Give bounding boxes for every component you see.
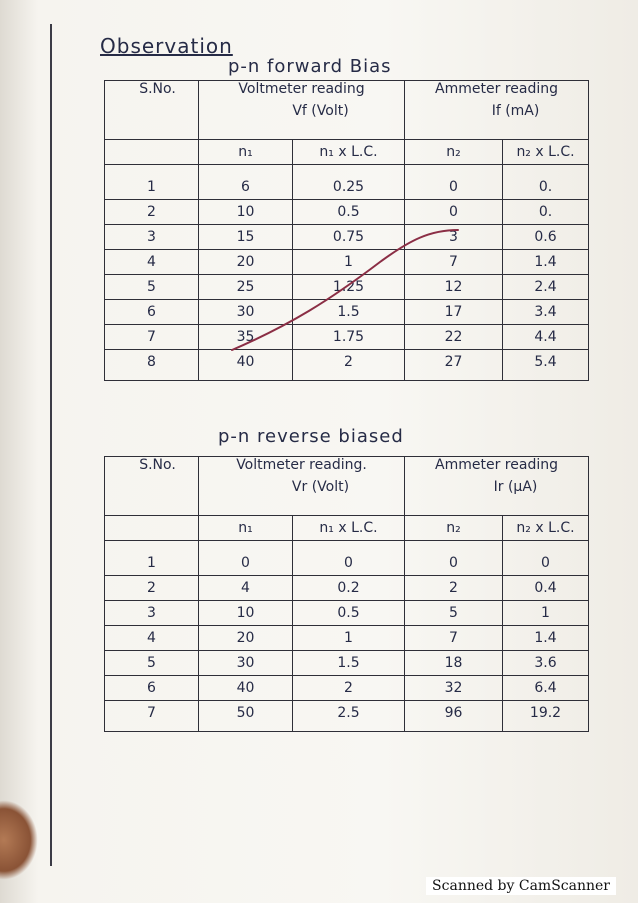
cell: 2 <box>105 576 199 601</box>
cell: 40 <box>199 350 293 381</box>
cell: 1 <box>293 626 405 651</box>
cell: 10 <box>199 601 293 626</box>
cell: 20 <box>199 626 293 651</box>
cell: 5 <box>405 601 503 626</box>
cell: 0.4 <box>503 576 589 601</box>
cell: 5 <box>105 275 199 300</box>
cell: 1 <box>105 165 199 200</box>
cell: 30 <box>199 300 293 325</box>
cell: 35 <box>199 325 293 350</box>
cell: 12 <box>405 275 503 300</box>
cell: 2 <box>105 200 199 225</box>
cell: 32 <box>405 676 503 701</box>
cell: 0 <box>293 541 405 576</box>
subheader-cell: n₁ x L.C. <box>293 516 405 541</box>
cell: 25 <box>199 275 293 300</box>
cell: 0. <box>503 200 589 225</box>
cell: 15 <box>199 225 293 250</box>
cell: 1 <box>105 541 199 576</box>
voltmeter-header-label: Voltmeter reading <box>238 81 365 97</box>
cell: 2 <box>405 576 503 601</box>
cell: 1.75 <box>293 325 405 350</box>
cell: 2.5 <box>293 701 405 732</box>
cell: 0 <box>503 541 589 576</box>
cell: 19.2 <box>503 701 589 732</box>
cell: 5.4 <box>503 350 589 381</box>
cell: 4 <box>199 576 293 601</box>
cell: 18 <box>405 651 503 676</box>
cell: 1 <box>293 250 405 275</box>
cell: 96 <box>405 701 503 732</box>
cell: 7 <box>405 626 503 651</box>
reverse-bias-title: p-n reverse biased <box>218 426 404 447</box>
cell: 0.6 <box>503 225 589 250</box>
cell: 27 <box>405 350 503 381</box>
voltmeter-header-label: Voltmeter reading. <box>236 457 367 473</box>
cell: 0.2 <box>293 576 405 601</box>
cell: 22 <box>405 325 503 350</box>
cell: 3 <box>405 225 503 250</box>
cell: 3 <box>105 601 199 626</box>
cell: 0 <box>405 541 503 576</box>
forward-bias-title: p-n forward Bias <box>228 56 392 77</box>
cell: 7 <box>405 250 503 275</box>
cell: 7 <box>105 325 199 350</box>
cell: 1.4 <box>503 250 589 275</box>
sno-header: S.No. <box>105 81 199 140</box>
cell: 1.5 <box>293 651 405 676</box>
cell: 0.75 <box>293 225 405 250</box>
cell: 6 <box>105 676 199 701</box>
ammeter-unit: Ir (μA) <box>493 479 538 495</box>
cell: 0 <box>405 165 503 200</box>
cell: 8 <box>105 350 199 381</box>
cell: 4.4 <box>503 325 589 350</box>
voltmeter-unit: Vr (Volt) <box>291 479 350 495</box>
cell: 0 <box>405 200 503 225</box>
cell: 4 <box>105 250 199 275</box>
cell: 2.4 <box>503 275 589 300</box>
cell: 1 <box>503 601 589 626</box>
cell: 3.4 <box>503 300 589 325</box>
cell: 1.25 <box>293 275 405 300</box>
cell: 30 <box>199 651 293 676</box>
cell: 6.4 <box>503 676 589 701</box>
cell: 6 <box>199 165 293 200</box>
voltmeter-unit: Vf (Volt) <box>292 103 349 119</box>
cell: 0.5 <box>293 601 405 626</box>
subheader-cell: n₁ <box>199 140 293 165</box>
cell: 4 <box>105 626 199 651</box>
cell: 3 <box>105 225 199 250</box>
cell: 20 <box>199 250 293 275</box>
subheader-cell: n₂ x L.C. <box>503 516 589 541</box>
ammeter-header-label: Ammeter reading <box>435 457 558 473</box>
cell: 0. <box>503 165 589 200</box>
cell: 2 <box>293 676 405 701</box>
cell: 2 <box>293 350 405 381</box>
subheader-cell: n₂ <box>405 140 503 165</box>
cell: 7 <box>105 701 199 732</box>
subheader-cell: n₁ x L.C. <box>293 140 405 165</box>
cell: 6 <box>105 300 199 325</box>
subheader-cell: n₁ <box>199 516 293 541</box>
cell: 0 <box>199 541 293 576</box>
cell: 10 <box>199 200 293 225</box>
cell: 5 <box>105 651 199 676</box>
scanner-watermark: Scanned by CamScanner <box>426 877 616 895</box>
cell: 3.6 <box>503 651 589 676</box>
page-heading: Observation <box>100 34 233 58</box>
cell: 0.5 <box>293 200 405 225</box>
sno-header: S.No. <box>105 457 199 516</box>
cell: 40 <box>199 676 293 701</box>
ammeter-unit: If (mA) <box>491 103 540 119</box>
cell: 50 <box>199 701 293 732</box>
cell: 0.25 <box>293 165 405 200</box>
cell: 17 <box>405 300 503 325</box>
ammeter-header-label: Ammeter reading <box>435 81 558 97</box>
cell: 1.5 <box>293 300 405 325</box>
cell: 1.4 <box>503 626 589 651</box>
subheader-cell: n₂ x L.C. <box>503 140 589 165</box>
subheader-cell: n₂ <box>405 516 503 541</box>
